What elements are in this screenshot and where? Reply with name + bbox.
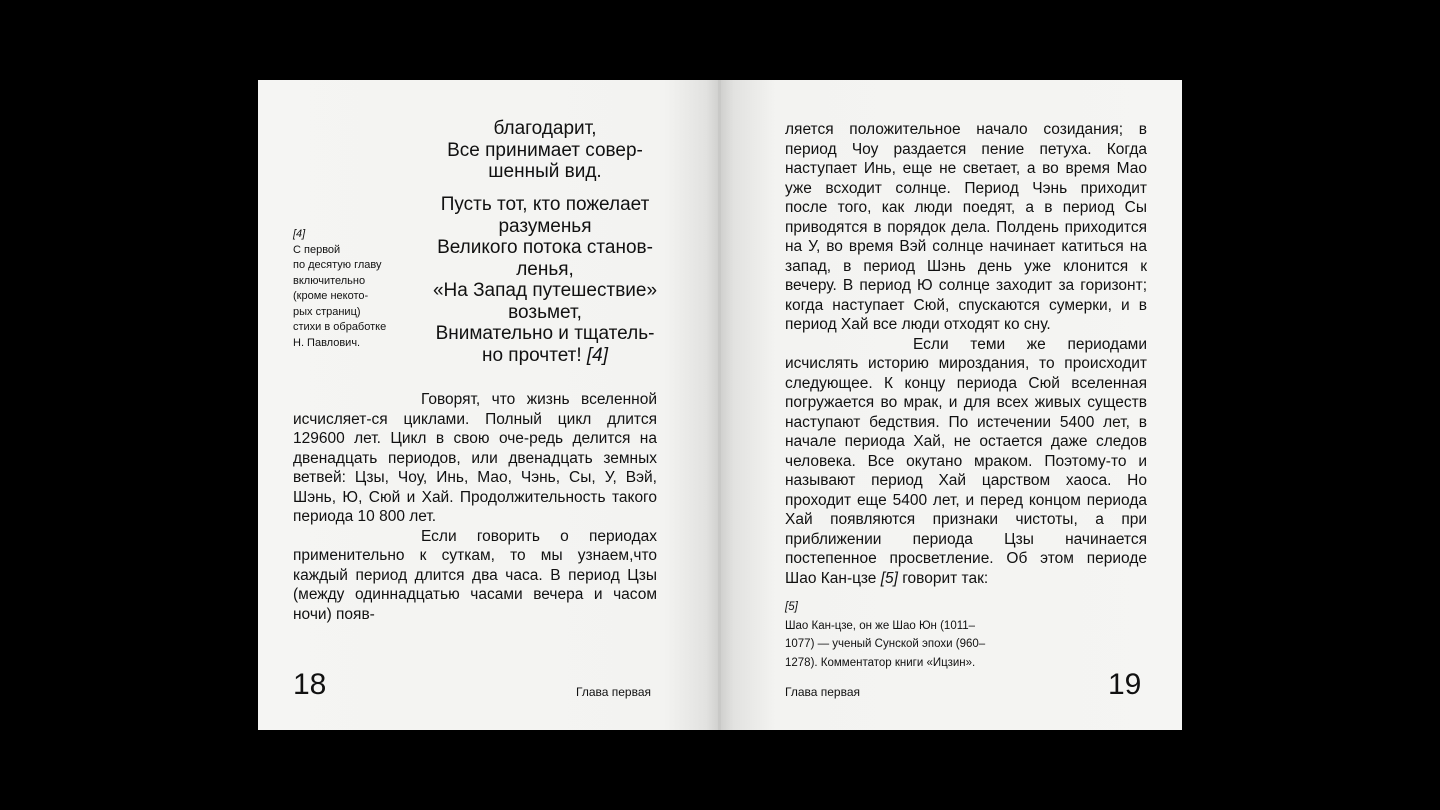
running-head-right: Глава первая: [785, 685, 861, 699]
poem-line: возьмет,: [508, 301, 582, 323]
poem-line: «На Запад путешествие»: [432, 280, 658, 301]
poem-line: [405, 345, 685, 367]
poem-line: Внимательно и тщатель-: [435, 323, 655, 344]
poem-line: благодарит,: [493, 118, 597, 139]
sidenote-line: включительно: [293, 274, 366, 287]
paragraph-tail: говорит так:: [897, 569, 989, 587]
poem-last-line: но прочтет!: [481, 344, 582, 366]
sidenote-line: С первой: [293, 243, 341, 256]
paragraph: [785, 335, 1147, 589]
footnote-number: [5]: [785, 601, 798, 613]
poem-line: Все принимает совер-: [447, 139, 643, 161]
right-body-text: [785, 120, 1147, 588]
running-head-left: Глава первая: [576, 685, 652, 699]
paragraph: Говорят, что жизнь вселенной исчисляет-ся циклами. Полный цикл длится 129600 лет. Цикл в свою оче-редь делится на двенадцать периодов, или двенадцать земных ветвей: Цзы, Чоу, Инь, Мао, Чэнь, Сы, У, Вэй, Шэнь, Ю, Сюй и Хай. Продолжительность такого периода 10 800 лет.: [293, 391, 657, 525]
footnote-line: 1077) — ученый Сунской эпохи (960–: [785, 638, 986, 650]
paragraph: Если говорить о периодах применительно к суткам, то мы узнаем,что каждый период длится два часа. В период Цзы (между одиннадцатью часами вечера и часом ночи) появ-: [293, 527, 657, 623]
page-number-left: 18: [293, 668, 327, 701]
footnote-ref: [5]: [880, 569, 898, 587]
poem-line: Великого потока станов-: [437, 237, 653, 258]
paragraph: ляется положительное начало созидания; в период Чоу раздается пение петуха. Когда наступает Инь, еще не светает, а во время Мао уже всходит солнце. Период Чэнь приходит после того, как люди поедят, а в период Сы приводятся в порядок дела. Полдень приходится на У, во время Вэй солнце начинает катиться на запад, в период Шэнь день уже клонится к вечеру. В период Ю солнце заходит за горизонт; когда наступает Сюй, спускаются сумерки, и в период Хай все люди отходят ко сну.: [785, 121, 1147, 333]
page-number-right: 19: [1108, 668, 1142, 701]
footnote-ref: [4]: [586, 344, 609, 366]
poem-line: Пусть тот, кто пожелает: [440, 194, 650, 215]
poem-stanza-2: [405, 194, 685, 366]
sidenote-line: (кроме некото-: [293, 290, 369, 302]
footnote: [785, 598, 1015, 672]
sidenote-line: рых страниц): [293, 305, 361, 318]
footnote-line: 1278). Комментатор книги «Ицзин».: [785, 656, 976, 669]
footnote-line: Шао Кан-цзе, он же Шао Юн (1011–: [785, 619, 976, 632]
sidenote: [293, 227, 418, 351]
poem-line: шенный вид.: [488, 161, 602, 182]
poem-line: разуменья: [498, 215, 592, 237]
sidenote-line: Н. Павлович.: [293, 336, 361, 349]
sidenote-line: стихи в обработке: [293, 321, 387, 333]
poem-stanza-1: [405, 118, 685, 183]
sidenote-number: [4]: [293, 228, 306, 240]
sidenote-line: по десятую главу: [293, 259, 382, 271]
paragraph-text: Если теми же периодами исчислять историю мироздания, то происходит следующее. К концу периода Сюй вселенная погружается во мрак, и для всех живых существ наступают бедствия. По истечении 5400 лет, в начале периода Хай, не остается даже следов человека. Все окутано мраком. Поэтому-то и называют период Хай царством хаоса. Но проходит еще 5400 лет, и перед концом периода Хай появляются признаки чистоты, а при приближении периода Цзы начинается постепенное просветление. Об этом периоде Шао Кан-цзе: [785, 335, 1147, 587]
poem-line: ленья,: [516, 258, 574, 280]
book-spine: [718, 80, 721, 730]
left-body-text: [293, 390, 657, 624]
